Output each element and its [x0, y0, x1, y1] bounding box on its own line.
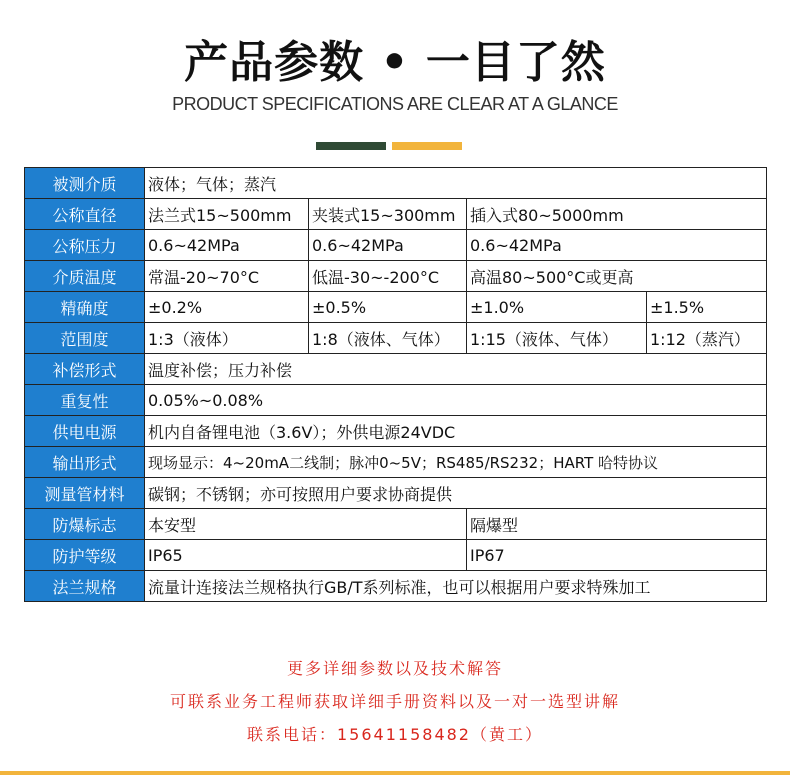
table-row: [25, 571, 767, 602]
row-label: 公称直径: [25, 199, 145, 230]
footer-line-1: 更多详细参数以及技术解答: [286, 659, 503, 678]
table-cell: 1:12（蒸汽）: [647, 323, 767, 354]
row-label: 防护等级: [25, 540, 145, 571]
table-cell: 1:8（液体、气体）: [309, 323, 467, 354]
table-cell: 碳钢；不锈钢；亦可按照用户要求协商提供: [145, 478, 767, 509]
table-cell: 插入式80~5000mm: [467, 199, 767, 230]
row-label: 公称压力: [25, 230, 145, 261]
table-cell: ±1.5%: [647, 292, 767, 323]
table-row: [25, 323, 767, 354]
table-row: [25, 416, 767, 447]
table-cell: ±1.0%: [467, 292, 647, 323]
table-cell: IP67: [467, 540, 767, 571]
table-cell: 法兰式15~500mm: [145, 199, 309, 230]
table-cell: ±0.2%: [145, 292, 309, 323]
table-cell: 0.6~42MPa: [145, 230, 309, 261]
table-cell: 机内自备锂电池（3.6V）；外供电源24VDC: [145, 416, 767, 447]
table-cell: 1:15（液体、气体）: [467, 323, 647, 354]
row-label: 输出形式: [25, 447, 145, 478]
table-cell: 0.05%~0.08%: [145, 385, 767, 416]
table-cell: IP65: [145, 540, 467, 571]
spec-table: [24, 167, 767, 602]
table-row: [25, 478, 767, 509]
row-label: 法兰规格: [25, 571, 145, 602]
accent-bar-green: [316, 142, 386, 150]
row-label: 介质温度: [25, 261, 145, 292]
table-row: [25, 540, 767, 571]
table-cell: 本安型: [145, 509, 467, 540]
accent-bar-yellow: [392, 142, 462, 150]
table-cell: 现场显示：4~20mA二线制；脉冲0~5V；RS485/RS232；HART 哈特协议: [145, 447, 767, 478]
page-subtitle: PRODUCT SPECIFICATIONS ARE CLEAR AT A GLANCE: [172, 94, 618, 114]
footer-line-2: 可联系业务工程师获取详细手册资料以及一对一选型讲解: [169, 692, 620, 711]
row-label: 供电电源: [25, 416, 145, 447]
row-label: 精确度: [25, 292, 145, 323]
table-cell: 0.6~42MPa: [309, 230, 467, 261]
row-label: 被测介质: [25, 168, 145, 199]
row-label: 防爆标志: [25, 509, 145, 540]
table-cell: 隔爆型: [467, 509, 767, 540]
table-row: [25, 447, 767, 478]
table-row: [25, 292, 767, 323]
table-row: [25, 168, 767, 199]
table-cell: ±0.5%: [309, 292, 467, 323]
table-cell: 液体；气体；蒸汽: [145, 168, 767, 199]
bottom-accent-line: [0, 771, 790, 775]
row-label: 补偿形式: [25, 354, 145, 385]
table-cell: 低温-30~-200°C: [309, 261, 467, 292]
table-row: [25, 354, 767, 385]
row-label: 范围度: [25, 323, 145, 354]
table-cell: 夹装式15~300mm: [309, 199, 467, 230]
table-row: [25, 199, 767, 230]
page-title: 产品参数 • 一目了然: [184, 37, 606, 88]
row-label: 重复性: [25, 385, 145, 416]
table-row: [25, 261, 767, 292]
table-row: [25, 509, 767, 540]
footer-contact-phone: 联系电话：15641158482（黄工）: [247, 725, 543, 744]
table-cell: 1:3（液体）: [145, 323, 309, 354]
table-cell: 0.6~42MPa: [467, 230, 767, 261]
row-label: 测量管材料: [25, 478, 145, 509]
table-cell: 常温-20~70°C: [145, 261, 309, 292]
table-cell: 温度补偿；压力补偿: [145, 354, 767, 385]
table-cell: 流量计连接法兰规格执行GB/T系列标准，也可以根据用户要求特殊加工: [145, 571, 767, 602]
table-cell: 高温80~500°C或更高: [467, 261, 767, 292]
table-row: [25, 385, 767, 416]
table-row: [25, 230, 767, 261]
